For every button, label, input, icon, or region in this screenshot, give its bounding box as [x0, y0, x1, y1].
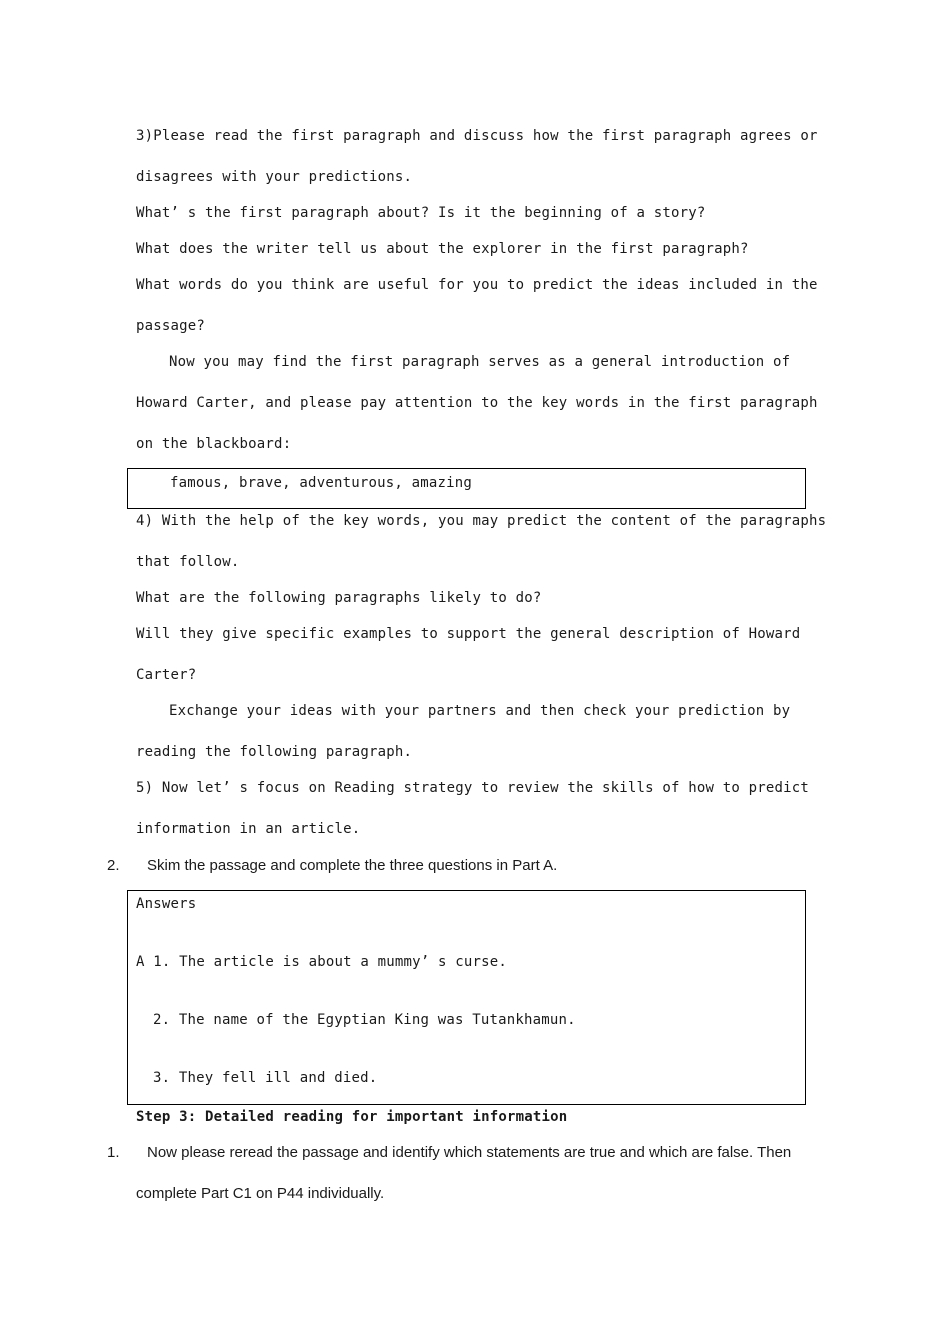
paragraph-4-line-1: 4) With the help of the key words, you may predict the content of the paragraphs	[136, 513, 827, 529]
answers-box	[127, 890, 806, 1105]
question-following-paragraphs: What are the following paragraphs likely to do?	[136, 590, 542, 606]
intro-line-1: Now you may find the first paragraph serves as a general introduction of	[169, 354, 791, 370]
question-useful-words-line-2: passage?	[136, 318, 206, 334]
keywords-box	[127, 468, 806, 509]
answer-2: 2. The name of the Egyptian King was Tutankhamun.	[153, 1012, 576, 1028]
question-writer-explorer: What does the writer tell us about the explorer in the first paragraph?	[136, 241, 749, 257]
intro-line-3: on the blackboard:	[136, 436, 292, 452]
paragraph-3-line-2: disagrees with your predictions.	[136, 169, 413, 185]
skim-instruction: Skim the passage and complete the three questions in Part A.	[147, 857, 558, 874]
question-specific-examples-line-2: Carter?	[136, 667, 197, 683]
paragraph-5-line-2: information in an article.	[136, 821, 361, 837]
exchange-line-2: reading the following paragraph.	[136, 744, 413, 760]
paragraph-4-line-2: that follow.	[136, 554, 240, 570]
reread-instruction-line-2: complete Part C1 on P44 individually.	[136, 1185, 385, 1202]
step-3-heading: Step 3: Detailed reading for important information	[136, 1109, 568, 1125]
paragraph-3-line-1: 3)Please read the first paragraph and discuss how the first paragraph agrees or	[136, 128, 818, 144]
answer-1: A 1. The article is about a mummy’ s curse.	[136, 954, 508, 970]
question-specific-examples-line-1: Will they give specific examples to support the general description of Howard	[136, 626, 801, 642]
paragraph-5-line-1: 5) Now let’ s focus on Reading strategy to review the skills of how to predict	[136, 780, 810, 796]
list-number-2: 2.	[107, 857, 120, 874]
answer-3: 3. They fell ill and died.	[153, 1070, 378, 1086]
question-useful-words-line-1: What words do you think are useful for you to predict the ideas included in the	[136, 277, 818, 293]
question-first-paragraph-about: What’ s the first paragraph about? Is it the beginning of a story?	[136, 205, 706, 221]
list-number-1: 1.	[107, 1144, 120, 1161]
reread-instruction-line-1: Now please reread the passage and identify which statements are true and which are false. Then	[147, 1144, 792, 1161]
intro-line-2: Howard Carter, and please pay attention to the key words in the first paragraph	[136, 395, 818, 411]
answers-heading: Answers	[136, 896, 197, 912]
keywords-text: famous, brave, adventurous, amazing	[170, 475, 473, 491]
exchange-line-1: Exchange your ideas with your partners and then check your prediction by	[169, 703, 791, 719]
